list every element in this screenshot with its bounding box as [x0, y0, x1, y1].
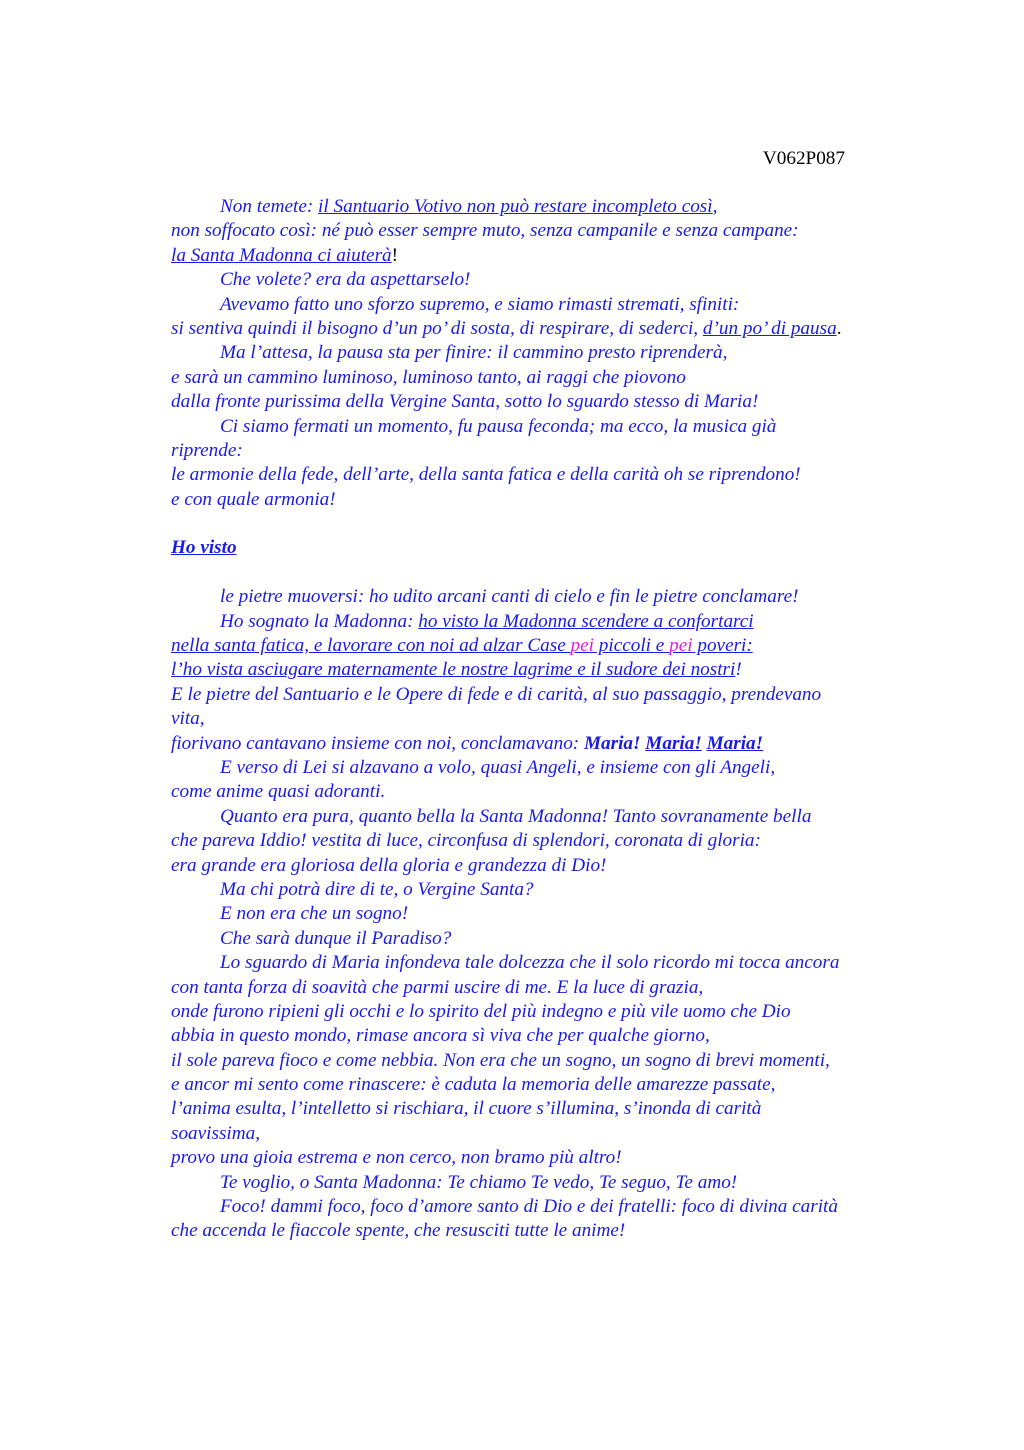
text-line: era grande era gloriosa della gloria e grandezza di Dio! — [171, 854, 607, 876]
text-line: l’anima esulta, l’intelletto si rischiara, il cuore s’illumina, s’inonda di carità — [171, 1098, 762, 1120]
page-reference: V062P087 — [762, 148, 845, 169]
text-line: riprende: — [171, 439, 243, 461]
text-line: che accenda le fiaccole spente, che resusciti tutte le anime! — [171, 1220, 626, 1242]
text-line: Lo sguardo di Maria infondeva tale dolcezza che il solo ricordo mi tocca ancora — [220, 952, 840, 974]
text-line: E non era che un sogno! — [220, 903, 409, 925]
text-line: e ancor mi sento come rinascere: è caduta la memoria delle amarezze passate, — [171, 1074, 776, 1096]
text-span: ! — [391, 244, 399, 266]
underlined-text: l’ho vista asciugare maternamente le nostre lagrime e il sudore dei nostri — [171, 659, 736, 681]
heading-text: Ho visto — [171, 537, 237, 559]
spacer — [171, 561, 901, 585]
underlined-text: la Santa Madonna ci aiuterà — [171, 244, 392, 266]
text-line — [171, 244, 901, 268]
highlighted-word: pei — [669, 635, 693, 657]
document-body — [171, 195, 901, 1244]
text-line: Ma chi potrà dire di te, o Vergine Santa? — [220, 878, 534, 900]
emphasis-maria: Maria! — [706, 732, 764, 754]
text-span: fiorivano cantavano insieme con noi, conclamavano: — [171, 732, 584, 754]
text-line: abbia in questo mondo, rimase ancora sì viva che per qualche giorno, — [171, 1025, 710, 1047]
text-line: E verso di Lei si alzavano a volo, quasi Angeli, e insieme con gli Angeli, — [220, 756, 776, 778]
text-line: e con quale armonia! — [171, 488, 336, 510]
text-line: Quanto era pura, quanto bella la Santa Madonna! Tanto sovranamente bella — [220, 805, 812, 827]
text-span: , — [712, 196, 718, 217]
text-line — [171, 732, 901, 756]
text-line: Che volete? era da aspettarselo! — [220, 269, 471, 291]
text-line: che pareva Iddio! vestita di luce, circonfusa di splendori, coronata di gloria: — [171, 830, 761, 852]
text-line — [171, 658, 901, 682]
text-line: Che sarà dunque il Paradiso? — [220, 927, 452, 949]
text-line: soavissima, — [171, 1122, 261, 1144]
text-line — [171, 610, 901, 634]
highlighted-word: pei — [570, 635, 594, 657]
text-line: Foco! dammi foco, foco d’amore santo di Dio e dei fratelli: foco di divina carità — [220, 1196, 838, 1218]
underlined-text: ho visto la Madonna scendere a confortarci — [418, 610, 754, 632]
text-line: e sarà un cammino luminoso, luminoso tanto, ai raggi che piovono — [171, 366, 686, 388]
text-span: Ho sognato la Madonna: — [220, 610, 419, 632]
text-line: le pietre muoversi: ho udito arcani canti di cielo e fin le pietre conclamare! — [220, 586, 799, 608]
text-line: provo una gioia estrema e non cerco, non bramo più altro! — [171, 1147, 622, 1169]
text-line — [171, 317, 901, 341]
text-line: vita, — [171, 708, 205, 730]
text-span: . — [836, 317, 842, 339]
text-line: Te voglio, o Santa Madonna: Te chiamo Te vedo, Te seguo, Te amo! — [220, 1171, 738, 1193]
text-line: le armonie della fede, dell’arte, della santa fatica e della carità oh se riprendono! — [171, 464, 801, 486]
emphasis-maria: Maria! — [583, 732, 641, 754]
underlined-text: il Santuario Votivo non può restare incompleto così — [318, 196, 713, 217]
text-line: dalla fronte purissima della Vergine Santa, sotto lo sguardo stesso di Maria! — [171, 391, 759, 413]
text-line: con tanta forza di soavità che parmi uscire di me. E la luce di grazia, — [171, 976, 704, 998]
text-span: ! — [735, 659, 742, 681]
text-line: il sole pareva fioco e come nebbia. Non era che un sogno, un sogno di brevi momenti, — [171, 1049, 830, 1071]
text-line — [171, 634, 901, 658]
text-span: piccoli e — [593, 635, 670, 657]
underlined-text: d’un po’ di pausa — [702, 317, 837, 339]
emphasis-maria: Maria! — [645, 732, 702, 754]
text-line: come anime quasi adoranti. — [171, 781, 386, 803]
text-line: Ci siamo fermati un momento, fu pausa feconda; ma ecco, la musica già — [220, 415, 777, 437]
text-line: onde furono ripieni gli occhi e lo spirito del più indegno e più vile uomo che Dio — [171, 1000, 791, 1022]
text-span: poveri: — [692, 635, 753, 657]
spacer — [171, 512, 901, 536]
text-span: Non temete: — [220, 196, 319, 217]
text-span: si sentiva quindi il bisogno d’un po’ di sosta, di respirare, di sederci, — [171, 317, 703, 339]
text-span: nella santa fatica, e lavorare con noi ad alzar Case — [171, 635, 571, 657]
text-line: non soffocato così: né può esser sempre muto, senza campanile e senza campane: — [171, 220, 799, 242]
text-line: Ma l’attesa, la pausa sta per finire: il cammino presto riprenderà, — [220, 342, 728, 364]
text-line: E le pietre del Santuario e le Opere di fede e di carità, al suo passaggio, prendevano — [171, 683, 822, 705]
text-line: Avevamo fatto uno sforzo supremo, e siamo rimasti stremati, sfiniti: — [220, 293, 740, 315]
section-heading — [171, 536, 901, 560]
text-line — [171, 195, 901, 219]
